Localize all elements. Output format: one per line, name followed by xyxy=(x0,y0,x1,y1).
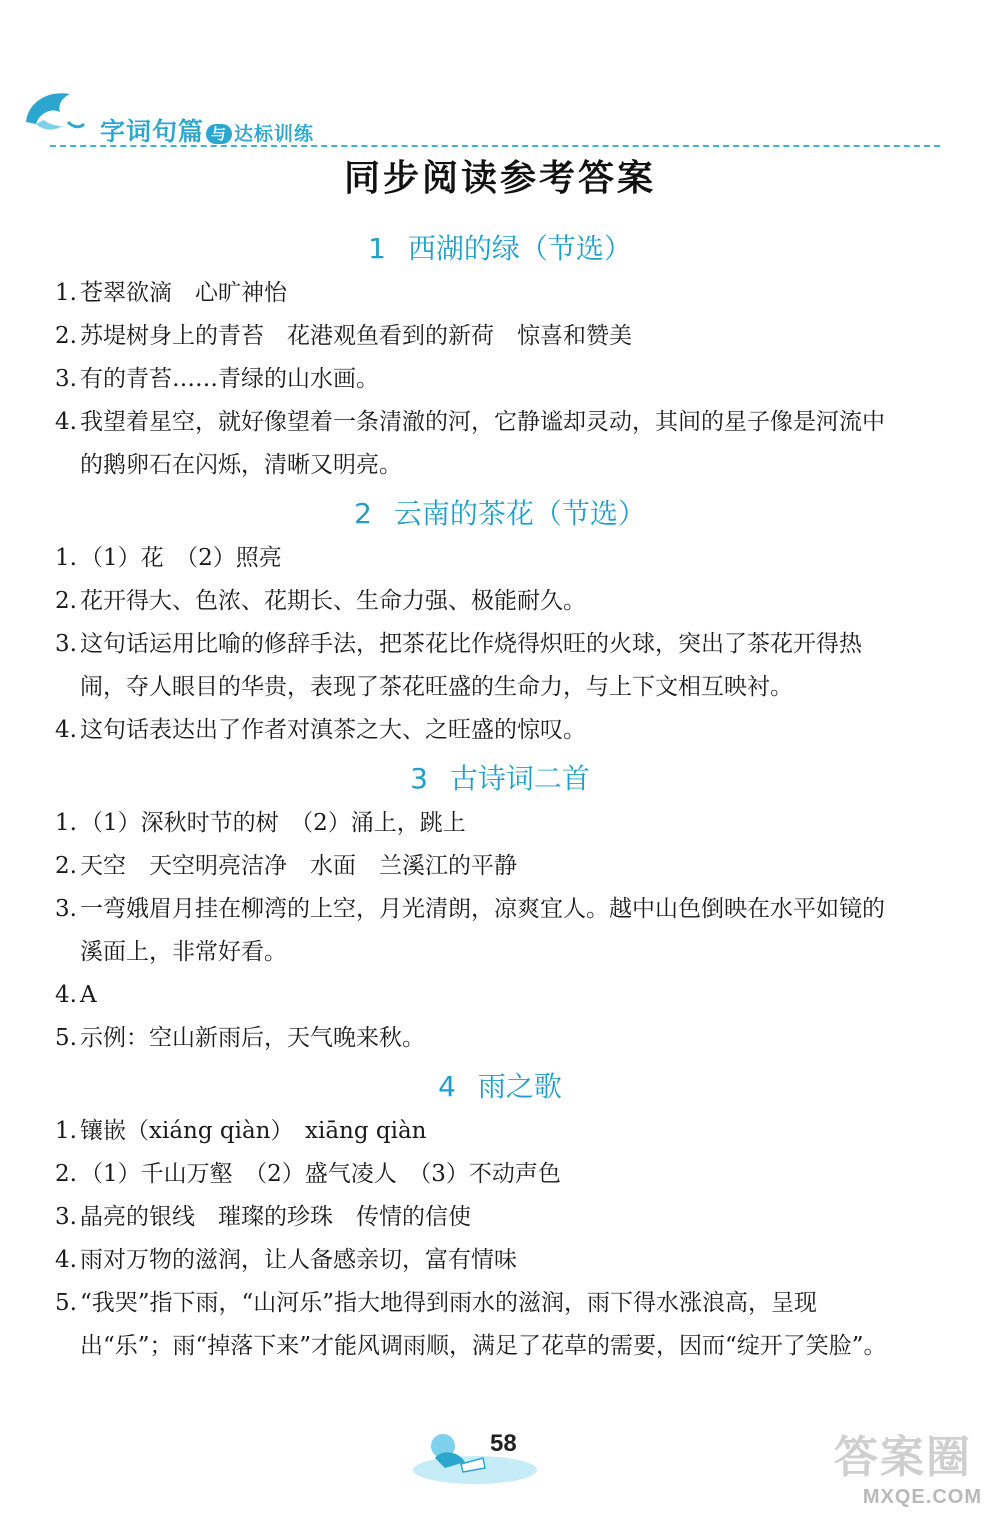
answer-item xyxy=(0,845,900,888)
answer-text: 我望着星空，就好像望着一条清澈的河，它静谧却灵动，其间的星子像是河流中的鹅卵石在闪烁，清晰又明亮。 xyxy=(80,409,885,478)
answer-item xyxy=(0,1239,900,1282)
answer-item xyxy=(0,802,900,845)
answer-item xyxy=(0,1153,900,1196)
answer-item xyxy=(0,974,900,1017)
answer-item xyxy=(0,272,900,315)
answer-number: 2. xyxy=(55,323,77,349)
watermark-url: MXQE.COM xyxy=(862,1486,982,1508)
answer-item xyxy=(0,580,900,623)
answer-content xyxy=(0,222,1000,1368)
answer-number: 3. xyxy=(55,896,77,922)
answer-text: 一弯娥眉月挂在柳湾的上空，月光清朗，凉爽宜人。越中山色倒映在水平如镜的溪面上，非常好看。 xyxy=(80,896,885,965)
answer-item xyxy=(0,401,900,487)
answer-number: 1. xyxy=(55,810,77,836)
brand-title xyxy=(100,112,314,148)
answer-text: 这句话表达出了作者对滇茶之大、之旺盛的惊叹。 xyxy=(80,717,586,743)
answer-text: 示例：空山新雨后，天气晚来秋。 xyxy=(80,1025,425,1051)
answer-number: 4. xyxy=(55,1247,77,1273)
brand-name: 字词句篇 xyxy=(100,117,205,146)
answer-text: 镶嵌（xiáng qiàn） xiāng qiàn xyxy=(80,1118,427,1144)
section-number: 2 xyxy=(354,497,372,530)
answer-text: （1）千山万壑 （2）盛气凌人 （3）不动声色 xyxy=(80,1161,561,1187)
section-heading xyxy=(0,226,1000,272)
answer-text: （1）花 （2）照亮 xyxy=(80,545,282,571)
page-header xyxy=(0,0,1000,160)
brand-badge: 与 xyxy=(206,124,232,144)
answer-item xyxy=(0,1196,900,1239)
answer-number: 5. xyxy=(55,1290,77,1316)
answer-text: 有的青苔……青绿的山水画。 xyxy=(80,366,379,392)
section-title: 古诗词二首 xyxy=(449,762,590,795)
answer-item xyxy=(0,358,900,401)
section-heading xyxy=(0,1064,1000,1110)
answer-text: （1）深秋时节的树 （2）涌上，跳上 xyxy=(80,810,466,836)
section-title: 云南的茶花（节选） xyxy=(393,497,646,530)
answer-number: 4. xyxy=(55,717,77,743)
dolphin-logo-icon xyxy=(18,82,88,142)
answer-item xyxy=(0,1282,900,1368)
section-title: 雨之歌 xyxy=(477,1070,562,1103)
answer-text: 天空 天空明亮洁净 水面 兰溪江的平静 xyxy=(80,853,517,879)
answer-text: 这句话运用比喻的修辞手法，把茶花比作烧得炽旺的火球，突出了茶花开得热闹，夺人眼目的华贵，表现了茶花旺盛的生命力，与上下文相互映衬。 xyxy=(80,631,862,700)
answer-number: 4. xyxy=(55,409,77,435)
answer-item xyxy=(0,623,900,709)
header-divider xyxy=(50,145,940,147)
section-heading xyxy=(0,491,1000,537)
answer-number: 2. xyxy=(55,588,77,614)
page-number: 58 xyxy=(490,1430,517,1457)
answer-text: A xyxy=(80,982,97,1008)
section-title: 西湖的绿（节选） xyxy=(407,232,632,265)
section-number: 4 xyxy=(438,1070,456,1103)
answer-text: 晶亮的银线 璀璨的珍珠 传情的信使 xyxy=(80,1204,471,1230)
answer-text: 苍翠欲滴 心旷神怡 xyxy=(80,280,287,306)
answer-number: 3. xyxy=(55,1204,77,1230)
answer-number: 3. xyxy=(55,631,77,657)
answer-item xyxy=(0,888,900,974)
answer-text: 苏堤树身上的青苔 花港观鱼看到的新荷 惊喜和赞美 xyxy=(80,323,632,349)
answer-item xyxy=(0,709,900,752)
answer-number: 2. xyxy=(55,853,77,879)
answer-number: 1. xyxy=(55,1118,77,1144)
answer-number: 2. xyxy=(55,1161,77,1187)
answer-text: 花开得大、色浓、花期长、生命力强、极能耐久。 xyxy=(80,588,586,614)
answer-item xyxy=(0,315,900,358)
answer-number: 3. xyxy=(55,366,77,392)
section-heading xyxy=(0,756,1000,802)
answer-text: “我哭”指下雨，“山河乐”指大地得到雨水的滋润，雨下得水涨浪高，呈现出“乐”；雨“掉落下来”才能风调雨顺，满足了花草的需要，因而“绽开了笑脸”。 xyxy=(80,1290,887,1359)
answer-number: 1. xyxy=(55,280,77,306)
footer-reader-icon xyxy=(405,1420,545,1490)
answer-item xyxy=(0,537,900,580)
section-number: 1 xyxy=(368,232,386,265)
brand-subtitle: 达标训练 xyxy=(234,123,315,145)
answer-number: 5. xyxy=(55,1025,77,1051)
answer-number: 4. xyxy=(55,982,77,1008)
answer-item xyxy=(0,1017,900,1060)
answer-item xyxy=(0,1110,900,1153)
section-number: 3 xyxy=(410,762,428,795)
answer-text: 雨对万物的滋润，让人备感亲切，富有情味 xyxy=(80,1247,517,1273)
page-title: 同步阅读参考答案 xyxy=(343,158,656,199)
answer-number: 1. xyxy=(55,545,77,571)
watermark-logo: 答案圈 xyxy=(834,1432,972,1483)
